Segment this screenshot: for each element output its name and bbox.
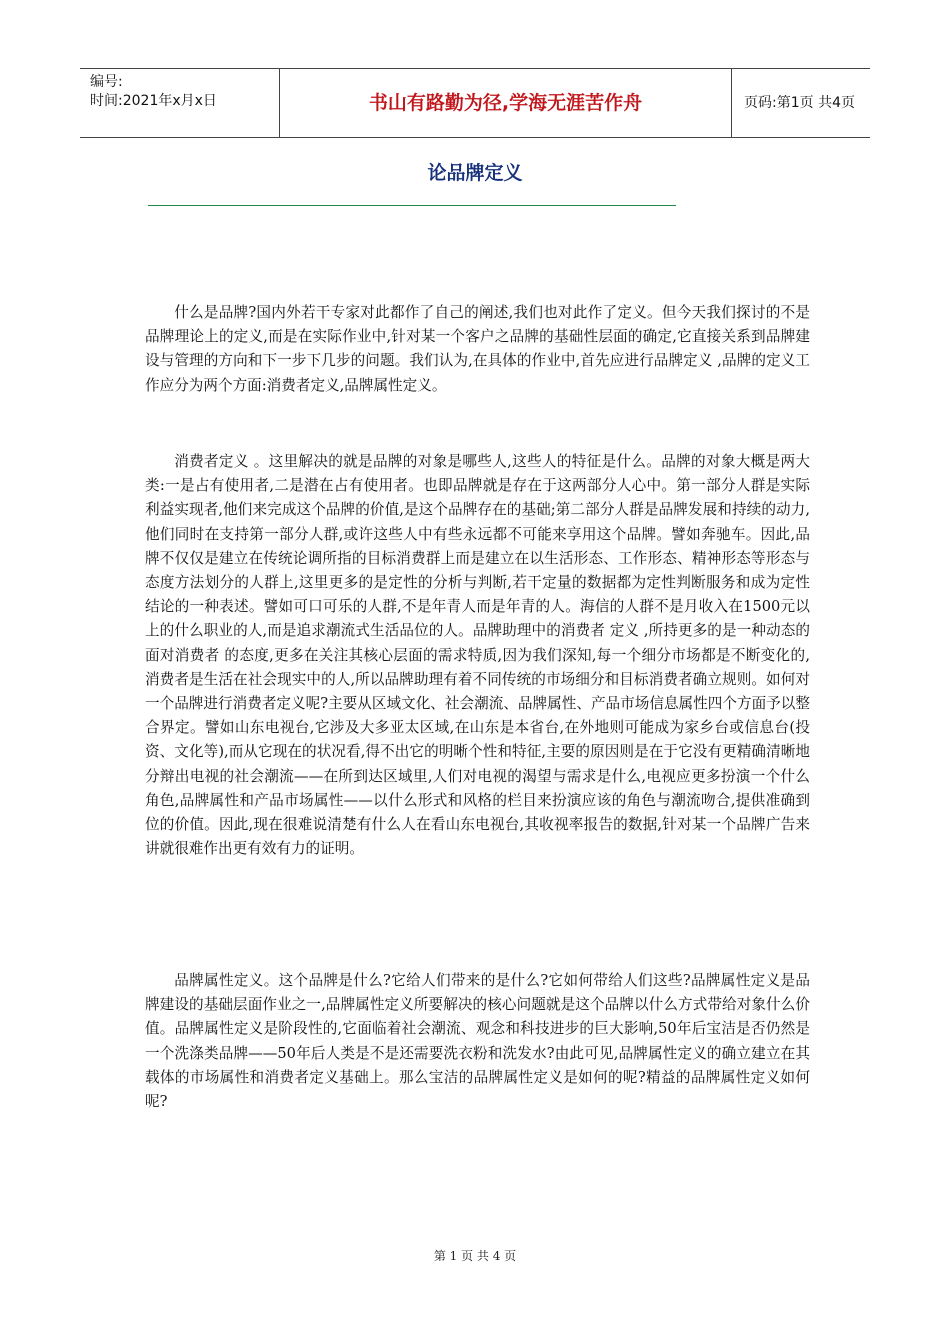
paragraph-brand-attribute-definition [145,969,810,1114]
header-page-info: 页码:第1页 共4页 [744,95,855,111]
document-title: 论品牌定义 [427,162,523,184]
paragraph-consumer-definition [145,450,810,861]
paragraph-text: 什么是品牌?国内外若干专家对此都作了自己的阐述,我们也对此作了定义。但今天我们探讨的不是品牌理论上的定义,而是在实际作业中,针对某一个客户之品牌的基础性层面的确定,它直接关系到品牌建设与管理的方向和下一步下几步的问题。我们认为,在具体的作业中,首先应进行品牌定义 ,品牌的定义工作应分为两个方面:消费者定义,品牌属性定义。 [145,304,810,394]
document-number-label: 编号: [90,74,123,90]
paragraph-what-is-brand [145,301,810,398]
header-motto: 书山有路勤为径,学海无涯苦作舟 [280,69,732,137]
title-underline [148,205,676,206]
header-meta [80,69,280,137]
paragraph-text: 消费者定义 。这里解决的就是品牌的对象是哪些人,这些人的特征是什么。品牌的对象大概是两大类:一是占有使用者,二是潜在占有使用者。也即品牌就是存在于这两部分人心中。第一部分人群是实际利益实现者,他们来完成这个品牌的价值,是这个品牌存在的基础;第二部分人群是品牌发展和持续的动力,他们同时在支持第一部分人群,或许这些人中有些永远都不可能来享用这个品牌。譬如奔驰车。因此,品牌不仅仅是建立在传统论调所指的目标消费群上而是建立在以生活形态、工作形态、精神形态等形态与态度方法划分的人群上,这里更多的是定性的分析与判断,若干定量的数据都为定性判断服务和成为定性结论的一种表述。譬如可口可乐的人群,不是年青人而是年青的人。海信的人群不是月收入在1500元以上的什么职业的人,而是追求潮流式生活品位的人。品牌助理中的消费者 定义 ,所持更多的是一种动态的面对消费者 的态度,更多在关注其核心层面的需求特质,因为我们深知,每一个细分市场都是不断变化的,消费者是生活在社会现实中的人,所以品牌助理有着不同传统的市场细分和目标消费者确立规则。如何对一个品牌进行消费者定义呢?主要从区域文化、社会潮流、品牌属性、产品市场信息属性四个方面予以整合界定。譬如山东电视台,它涉及大多亚太区域,在山东是本省台,在外地则可能成为家乡台或信息台(投资、文化等),而从它现在的状况看,得不出它的明晰个性和特征,主要的原因则是在于它没有更精确清晰地分辩出电视的社会潮流——在所到达区域里,人们对电视的渴望与需求是什么,电视应更多扮演一个什么角色,品牌属性和产品市场属性——以什么形式和风格的栏目来扮演应该的角色与潮流吻合,提供准确到位的价值。因此,现在很难说清楚有什么人在看山东电视台,其收视率报告的数据,针对某一个品牌广告来讲就很难作出更有效有力的证明。 [145,453,810,858]
document-time-label: 时间:2021年x月x日 [90,93,217,109]
paragraph-text: 品牌属性定义。这个品牌是什么?它给人们带来的是什么?它如何带给人们这些?品牌属性定义是品牌建设的基础层面作业之一,品牌属性定义所要解决的核心问题就是这个品牌以什么方式带给对象什么价值。品牌属性定义是阶段性的,它面临着社会潮流、观念和科技进步的巨大影响,50年后宝洁是否仍然是一个洗涤类品牌——50年后人类是不是还需要洗衣粉和洗发水?由此可见,品牌属性定义的确立建立在其载体的市场属性和消费者定义基础上。那么宝洁的品牌属性定义是如何的呢?精益的品牌属性定义如何呢? [145,972,810,1111]
document-header [80,68,870,138]
page-footer: 第 1 页 共 4 页 [433,1249,517,1263]
